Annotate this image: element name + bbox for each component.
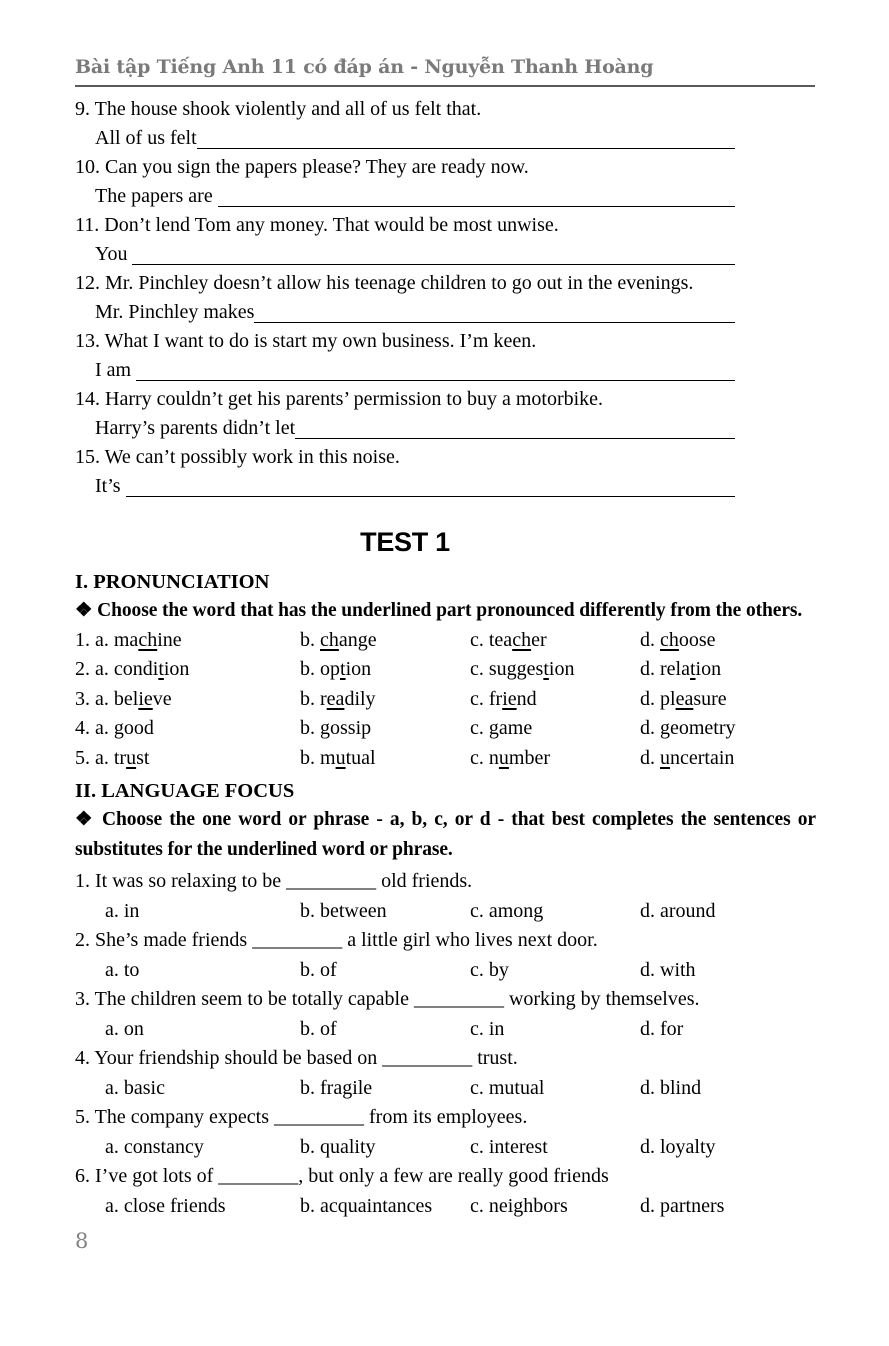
answer-blank — [197, 124, 735, 149]
diamond-bullet: ❖ — [75, 600, 93, 621]
pronunciation-row — [75, 626, 815, 656]
question-text: 1. It was so relaxing to be _________ old friends. — [75, 870, 473, 892]
option-c: c. friend — [470, 687, 537, 710]
answer-stem: I am — [95, 359, 137, 381]
answer-blank — [136, 356, 735, 381]
language-focus-instruction — [75, 805, 816, 864]
option-a: a. in — [105, 899, 140, 922]
pronunciation-row — [75, 655, 815, 685]
question-text: 5. The company expects _________ from its employees. — [75, 1106, 528, 1129]
rewrite-answer-line — [95, 240, 735, 269]
pronunciation-instruction — [75, 596, 816, 626]
underlined-part: t — [158, 658, 164, 680]
answer-stem: The papers are — [95, 185, 218, 207]
option-c: c. game — [470, 717, 533, 739]
underlined-part: g — [113, 717, 124, 739]
answer-blank — [132, 240, 735, 265]
language-focus-questions — [75, 867, 815, 1222]
rewrite-sentence: 13. What I want to do is start my own business. I’m keen. — [75, 330, 537, 352]
option-b: b. quality — [300, 1135, 376, 1158]
underlined-part: ie — [138, 687, 153, 710]
instruction-text: Choose the word that has the underlined part pronounced differently from the others. — [97, 600, 803, 621]
option-b: b. between — [300, 899, 387, 922]
underlined-part: u — [335, 746, 346, 769]
question-text: 4. Your friendship should be based on _________ trust. — [75, 1047, 518, 1070]
question-text: 3. The children seem to be totally capable _________ working by themselves. — [75, 988, 700, 1011]
rewrite-sentence: 11. Don’t lend Tom any money. That would be most unwise. — [75, 214, 559, 236]
option-b: b. gossip — [300, 717, 372, 739]
underlined-part: g — [660, 717, 670, 739]
answer-stem: All of us felt — [95, 127, 197, 149]
option-a: a. constancy — [105, 1135, 204, 1158]
option-b: b. readily — [300, 687, 376, 710]
question-text: 2. She’s made friends _________ a little girl who lives next door. — [75, 929, 598, 952]
underlined-part: t — [543, 658, 549, 680]
option-b: b. change — [300, 628, 377, 651]
question-options — [105, 1192, 815, 1222]
underlined-part: ie — [502, 687, 517, 710]
answer-blank — [218, 182, 735, 207]
header-title: Bài tập Tiếng Anh 11 có đáp án - Nguyễn Thanh Hoàng — [75, 56, 654, 78]
option-c: c. mutual — [470, 1076, 545, 1099]
underlined-part: t — [689, 658, 696, 680]
underlined-part: ch — [660, 628, 679, 651]
underlined-part: g — [320, 717, 330, 739]
option-b: b. of — [300, 958, 337, 981]
question-options — [105, 1074, 815, 1104]
option-c: c. among — [470, 899, 544, 922]
rewrite-answer-line — [95, 356, 735, 385]
option-a: 5. a. trust — [75, 746, 150, 769]
rewrite-sentence: 15. We can’t possibly work in this noise. — [75, 446, 400, 468]
pronunciation-row — [75, 744, 815, 774]
option-d: d. around — [640, 899, 716, 922]
rewrite-answer-line — [95, 298, 735, 327]
option-c: c. by — [470, 958, 509, 981]
underlined-part: t — [340, 658, 346, 680]
answer-stem: It’s — [95, 475, 126, 497]
pronunciation-row — [75, 685, 815, 715]
underlined-part: u — [498, 746, 509, 769]
section-heading-language-focus: II. LANGUAGE FOCUS — [75, 780, 295, 802]
answer-blank — [254, 298, 735, 323]
answer-stem: You — [95, 243, 133, 265]
option-d: d. for — [640, 1017, 684, 1040]
rewrite-exercise — [75, 95, 815, 501]
option-d: d. loyalty — [640, 1135, 716, 1158]
option-d: d. partners — [640, 1195, 725, 1218]
option-d: d. relation — [640, 658, 722, 680]
underlined-part: ch — [512, 628, 532, 651]
rewrite-sentence: 14. Harry couldn’t get his parents’ permission to buy a motorbike. — [75, 388, 604, 410]
question-options — [105, 1015, 815, 1045]
option-a: 2. a. condition — [75, 658, 190, 680]
option-b: b. of — [300, 1017, 337, 1040]
option-c: c. neighbors — [470, 1195, 568, 1218]
option-a: 1. a. machine — [75, 628, 182, 651]
rewrite-answer-line — [95, 124, 735, 153]
underlined-part: ch — [138, 628, 158, 651]
option-b: b. mutual — [300, 746, 376, 769]
answer-stem: Mr. Pinchley makes — [95, 301, 255, 323]
rewrite-sentence: 12. Mr. Pinchley doesn’t allow his teenage children to go out in the evenings. — [75, 272, 694, 294]
option-c: c. suggestion — [470, 658, 575, 680]
rewrite-sentence: 9. The house shook violently and all of us felt that. — [75, 98, 482, 120]
option-a: 4. a. good — [75, 717, 154, 739]
option-d: d. geometry — [640, 717, 736, 739]
option-d: d. blind — [640, 1076, 702, 1099]
pronunciation-row — [75, 714, 815, 744]
answer-blank — [295, 414, 735, 439]
option-a: a. basic — [105, 1076, 165, 1099]
underlined-part: ea — [675, 687, 694, 710]
option-a: a. on — [105, 1017, 144, 1040]
question-options — [105, 1133, 815, 1163]
option-d: d. choose — [640, 628, 716, 651]
rewrite-answer-line — [95, 472, 735, 501]
question-options — [105, 956, 815, 986]
underlined-part: ea — [326, 687, 345, 710]
answer-blank — [126, 472, 735, 497]
option-b: b. fragile — [300, 1076, 373, 1099]
diamond-bullet: ❖ — [75, 809, 95, 830]
option-c: c. teacher — [470, 628, 547, 651]
section-heading-pronunciation: I. PRONUNCIATION — [75, 571, 270, 593]
option-a: 3. a. believe — [75, 687, 172, 710]
rewrite-answer-line — [95, 414, 735, 443]
underlined-part: g — [488, 717, 499, 739]
option-a: a. to — [105, 958, 140, 981]
question-text: 6. I’ve got lots of ________, but only a few are really good friends — [75, 1165, 609, 1188]
rewrite-answer-line — [95, 182, 735, 211]
option-d: d. with — [640, 958, 696, 981]
pronunciation-questions — [75, 626, 815, 774]
instruction-text: Choose the one word or phrase - a, b, c, or d - that best completes the sentences or substitutes for the underlined word or phrase. — [75, 809, 816, 860]
option-b: b. option — [300, 658, 372, 680]
option-c: c. interest — [470, 1135, 548, 1158]
page-number: 8 — [75, 1228, 89, 1253]
underlined-part: ch — [320, 628, 339, 651]
rewrite-sentence: 10. Can you sign the papers please? They are ready now. — [75, 156, 529, 178]
answer-stem: Harry’s parents didn’t let — [95, 417, 296, 439]
option-d: d. uncertain — [640, 746, 735, 769]
option-a: a. close friends — [105, 1195, 226, 1218]
test-title: TEST 1 — [360, 527, 450, 557]
option-d: d. pleasure — [640, 687, 727, 710]
underlined-part: u — [126, 746, 137, 769]
question-options — [105, 897, 815, 927]
header-divider — [75, 85, 815, 87]
option-b: b. acquaintances — [300, 1195, 433, 1218]
option-c: c. number — [470, 746, 550, 769]
option-c: c. in — [470, 1017, 505, 1040]
underlined-part: u — [660, 746, 670, 769]
